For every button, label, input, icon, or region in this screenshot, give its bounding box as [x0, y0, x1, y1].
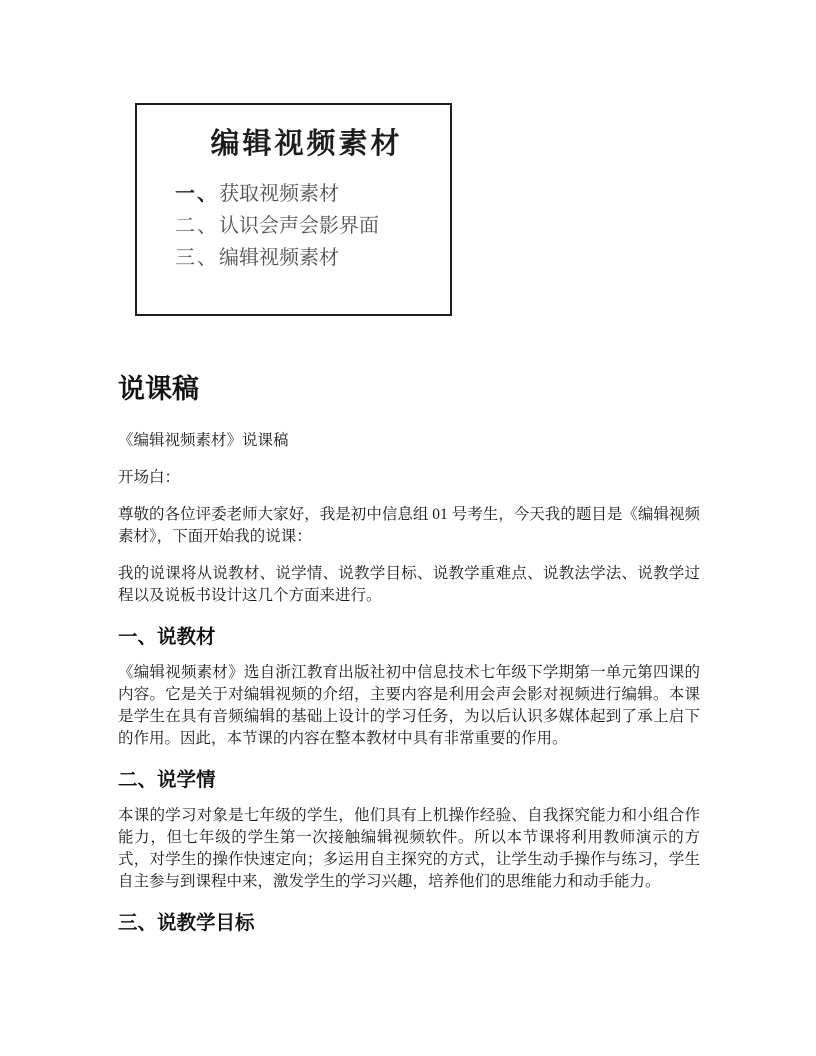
page-title: 说课稿: [118, 374, 199, 404]
outline-item-1-marker: 一、: [175, 183, 219, 205]
banner-outline-list: [175, 178, 450, 274]
opening-label: 开场白：: [118, 469, 181, 486]
section-heading-objectives: 三、说教学目标: [118, 912, 255, 934]
outline-item-2: [175, 210, 450, 242]
intro-paragraph-1: 尊敬的各位评委老师大家好，我是初中信息组 01 号考生，今天我的题目是《编辑视频素材》，下面开始我的说课：: [118, 506, 700, 545]
outline-item-3-text: 编辑视频素材: [219, 247, 339, 269]
outline-item-2-text: 认识会声会影界面: [219, 215, 379, 237]
section-body-materials: 《编辑视频素材》选自浙江教育出版社初中信息技术七年级下学期第一单元第四课的内容。它是关于对编辑视频的介绍，主要内容是利用会声会影对视频进行编辑。本课是学生在具有音频编辑的基础上设计的学习任务，为以后认识多媒体起到了承上启下的作用。因此，本节课的内容在整本教材中具有非常重要的作用。: [118, 664, 700, 747]
intro-paragraph-2: 我的说课将从说教材、说学情、说教学目标、说教学重难点、说教法学法、说教学过程以及说板书设计这几个方面来进行。: [118, 565, 700, 604]
section-body-learners: 本课的学习对象是七年级的学生，他们具有上机操作经验、自我探究能力和小组合作能力，但七年级的学生第一次接触编辑视频软件。所以本节课将利用教师演示的方式，对学生的操作快速定向；多运用自主探究的方式，让学生动手操作与练习，学生自主参与到课程中来，激发学生的学习兴趣，培养他们的思维能力和动手能力。: [118, 807, 700, 890]
title-box: [135, 103, 452, 316]
outline-item-1: [175, 178, 450, 210]
banner-title: 编辑视频素材: [210, 128, 403, 160]
outline-item-1-text: 获取视频素材: [219, 183, 339, 205]
subtitle-paragraph: 《编辑视频素材》说课稿: [118, 432, 289, 449]
section-heading-materials: 一、说教材: [118, 626, 216, 648]
outline-item-2-marker: 二、: [175, 215, 219, 237]
document-content: [118, 103, 700, 948]
outline-item-3-marker: 三、: [175, 247, 219, 269]
outline-item-3: [175, 242, 450, 274]
section-heading-learners: 二、说学情: [118, 769, 216, 791]
